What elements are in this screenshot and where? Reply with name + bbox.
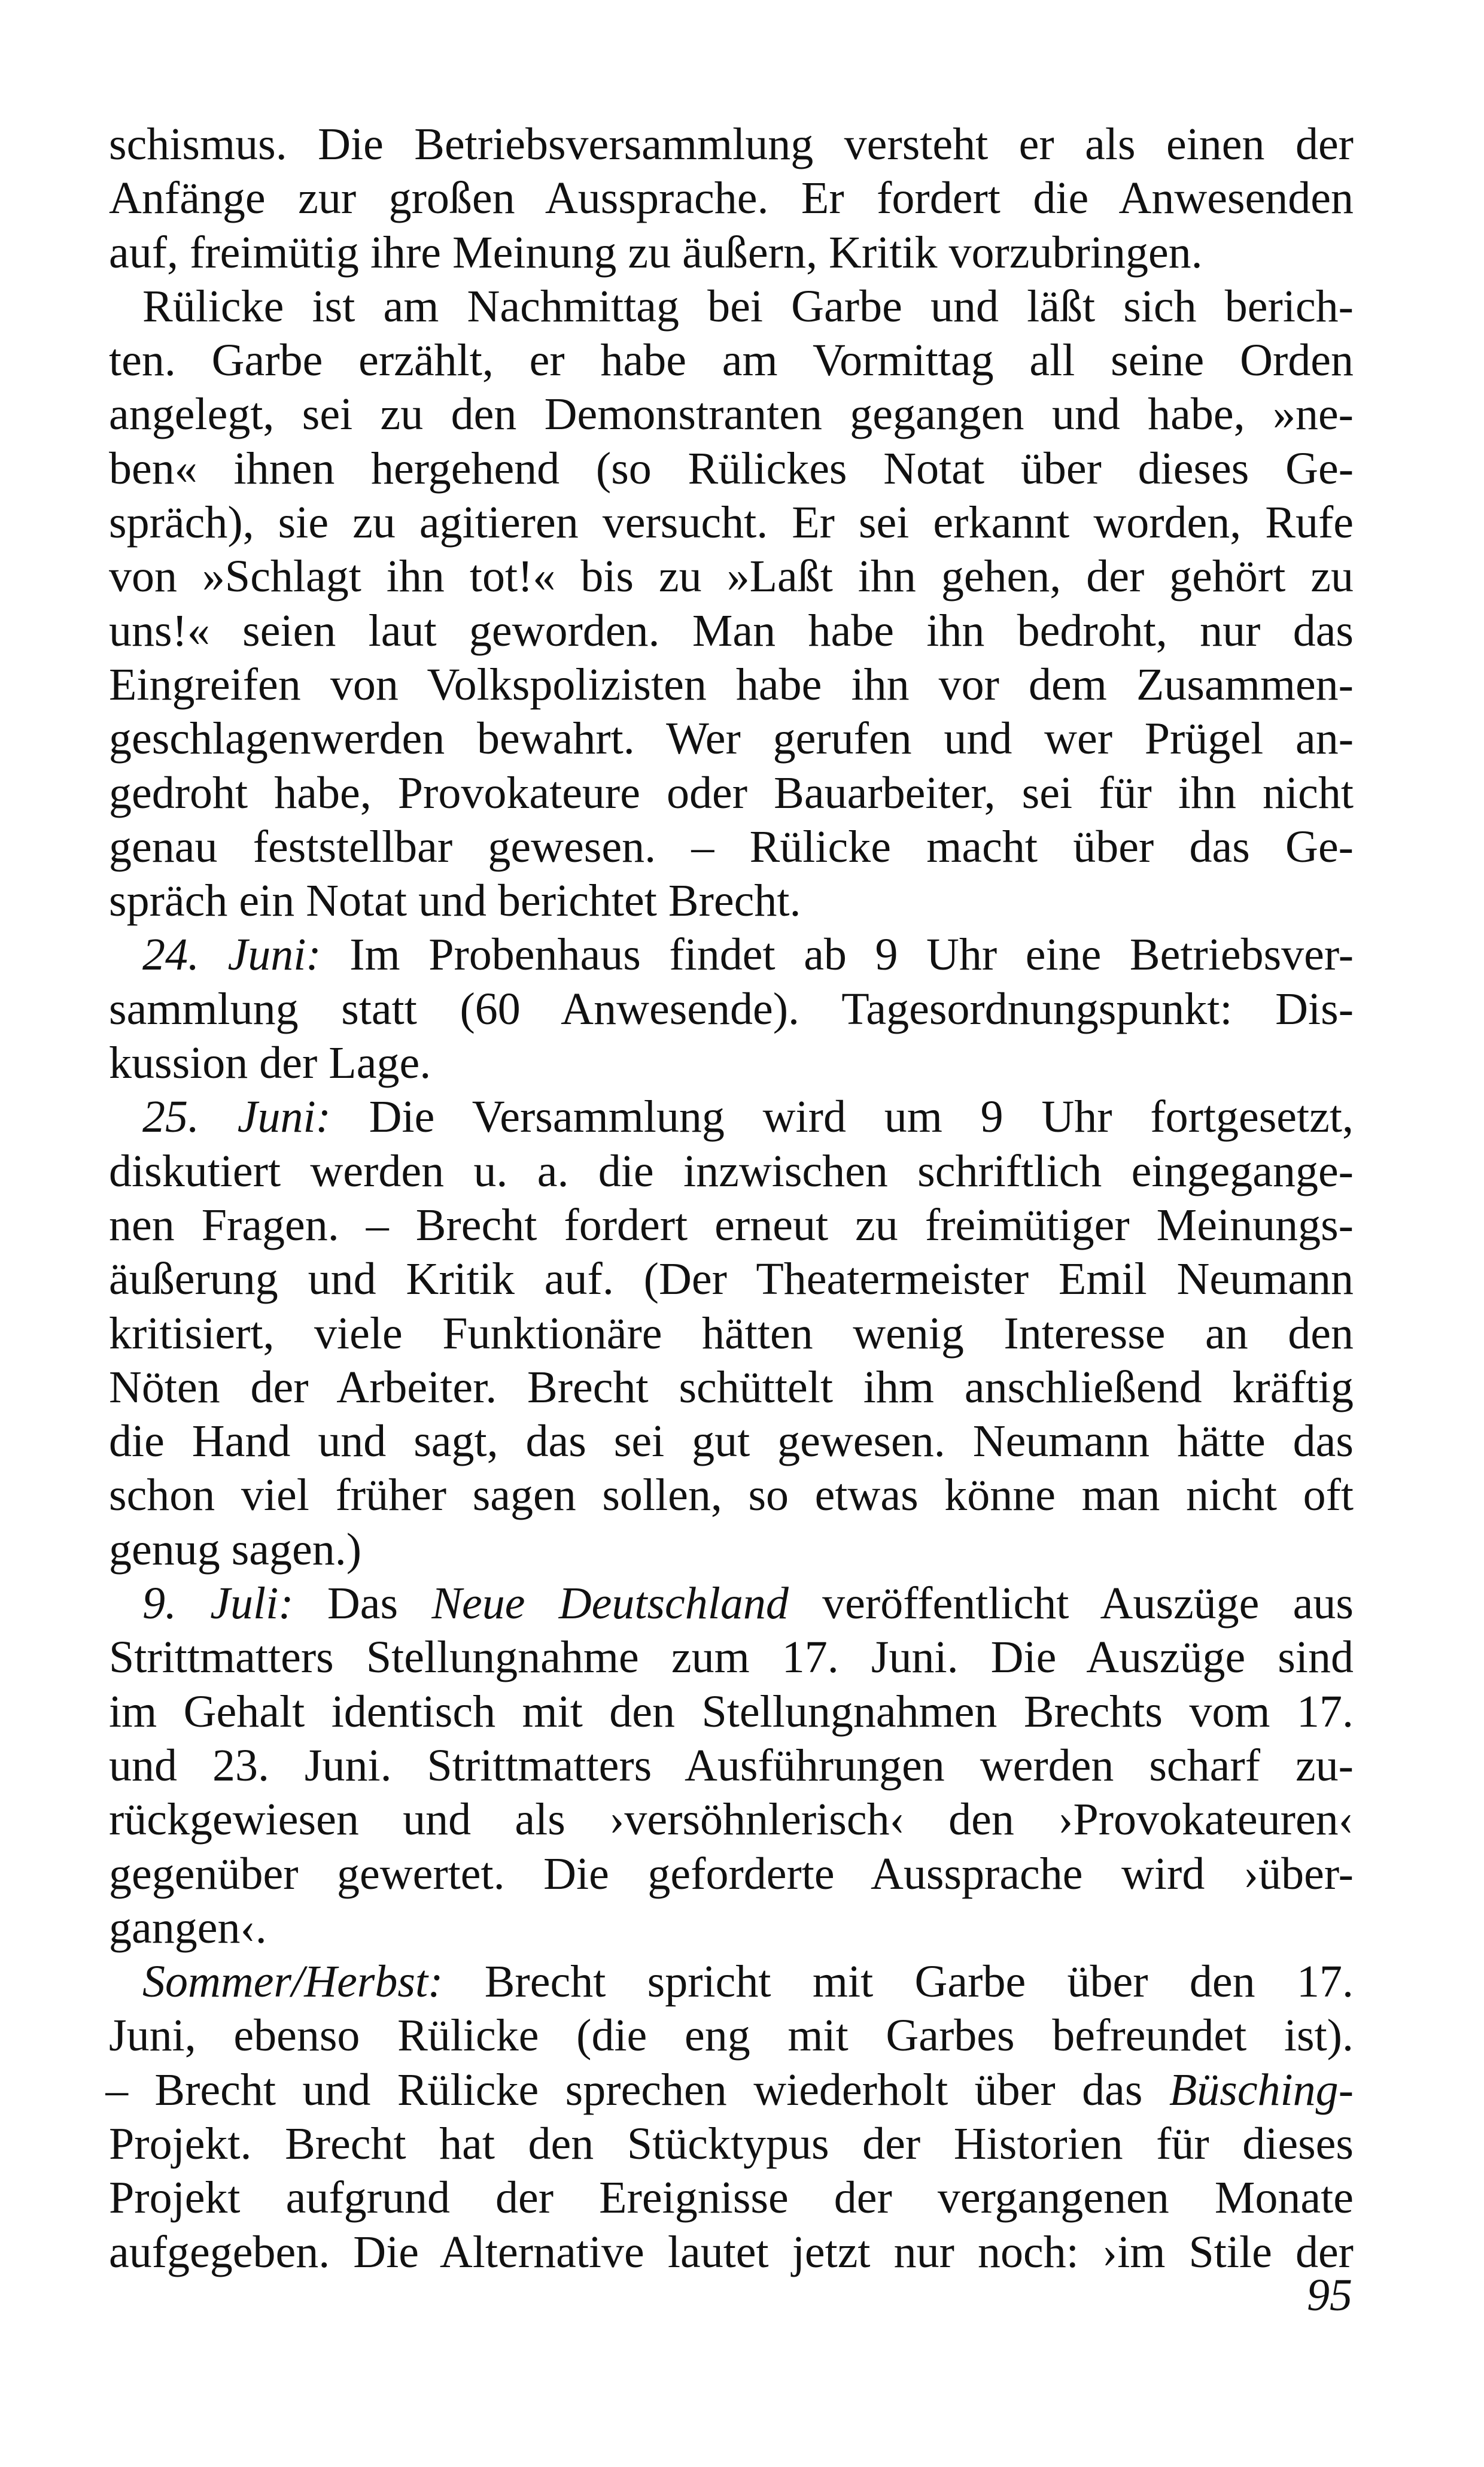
text-line bbox=[109, 226, 1354, 279]
text-line bbox=[109, 1523, 1354, 1576]
line-text: von »Schlagt ihn tot!« bis zu »Laßt ihn gehen, der gehört zu bbox=[109, 551, 1354, 602]
text-line bbox=[109, 712, 1354, 765]
text-line bbox=[109, 387, 1354, 441]
text-line bbox=[109, 1036, 1354, 1090]
text-line bbox=[109, 1468, 1354, 1522]
line-text-continued: veröffentlicht Auszüge aus bbox=[788, 1578, 1354, 1629]
text-line bbox=[109, 171, 1354, 225]
text-line bbox=[109, 1685, 1354, 1739]
date-label: 24. Juni: bbox=[142, 929, 321, 980]
line-text: im Gehalt identisch mit den Stellungnahmen Brechts vom 17. bbox=[109, 1686, 1354, 1737]
line-text: nen Fragen. – Brecht fordert erneut zu freimütiger Meinungs- bbox=[109, 1199, 1354, 1250]
text-line bbox=[109, 1576, 1354, 1630]
line-text: Im Probenhaus findet ab 9 Uhr eine Betriebsver- bbox=[321, 929, 1354, 980]
line-text: kritisiert, viele Funktionäre hätten wenig Interesse an den bbox=[109, 1308, 1354, 1359]
line-text: ten. Garbe erzählt, er habe am Vormittag all seine Orden bbox=[109, 335, 1354, 386]
line-text: diskutiert werden u. a. die inzwischen schriftlich eingegange- bbox=[109, 1146, 1354, 1196]
text-line bbox=[109, 604, 1354, 658]
line-text: gegenüber gewertet. Die geforderte Aussprache wird ›über- bbox=[109, 1848, 1354, 1899]
line-text: Brecht spricht mit Garbe über den 17. bbox=[443, 1956, 1354, 2007]
line-text-continued: - bbox=[1338, 2064, 1354, 2115]
text-line bbox=[109, 2117, 1354, 2171]
text-line bbox=[109, 549, 1354, 603]
line-text: kussion der Lage. bbox=[109, 1038, 431, 1089]
date-label: Sommer/Herbst: bbox=[142, 1956, 443, 2007]
text-line bbox=[109, 658, 1354, 712]
line-text: gangen‹. bbox=[109, 1902, 267, 1953]
line-text: auf, freimütig ihre Meinung zu äußern, Kritik vorzubringen. bbox=[109, 227, 1203, 278]
text-line bbox=[109, 1144, 1354, 1198]
line-text: – Brecht und Rülicke sprechen wiederholt über das bbox=[105, 2064, 1169, 2115]
text-line bbox=[109, 333, 1354, 387]
italic-title: Büsching bbox=[1169, 2064, 1339, 2115]
line-text: Eingreifen von Volkspolizisten habe ihn vor dem Zusammen- bbox=[109, 659, 1354, 710]
text-line bbox=[109, 1252, 1354, 1306]
line-text: gedroht habe, Provokateure oder Bauarbeiter, sei für ihn nicht bbox=[109, 767, 1354, 818]
text-line bbox=[109, 117, 1354, 171]
text-line bbox=[109, 442, 1354, 496]
line-text: uns!« seien laut geworden. Man habe ihn bedroht, nur das bbox=[109, 605, 1354, 656]
line-text: schon viel früher sagen sollen, so etwas könne man nicht oft bbox=[109, 1470, 1354, 1521]
text-line bbox=[109, 1090, 1354, 1144]
text-line bbox=[109, 874, 1354, 928]
date-label: 9. Juli: bbox=[142, 1578, 294, 1629]
line-text: äußerung und Kritik auf. (Der Theatermeister Emil Neumann bbox=[109, 1254, 1354, 1305]
text-line bbox=[109, 1630, 1354, 1684]
line-text: genug sagen.) bbox=[109, 1524, 362, 1575]
text-line bbox=[109, 2171, 1354, 2225]
line-text: Anfänge zur großen Aussprache. Er fordert die Anwesenden bbox=[109, 173, 1354, 224]
line-text: spräch), sie zu agitieren versucht. Er sei erkannt worden, Rufe bbox=[109, 497, 1354, 548]
text-line bbox=[109, 928, 1354, 982]
italic-title: Neue Deutschland bbox=[431, 1578, 789, 1629]
line-text: schismus. Die Betriebsversammlung versteht er als einen der bbox=[109, 119, 1354, 169]
text-line bbox=[109, 1198, 1354, 1252]
line-text: Die Versammlung wird um 9 Uhr fortgesetzt, bbox=[330, 1092, 1354, 1143]
line-text: Strittmatters Stellungnahme zum 17. Juni. Die Auszüge sind bbox=[109, 1632, 1354, 1683]
page-number: 95 bbox=[1307, 2270, 1352, 2320]
date-label: 25. Juni: bbox=[142, 1092, 331, 1143]
line-text: ben« ihnen hergehend (so Rülickes Notat über dieses Ge- bbox=[109, 443, 1354, 494]
text-line bbox=[109, 1955, 1354, 2009]
text-line bbox=[109, 1847, 1354, 1901]
text-line bbox=[109, 820, 1354, 874]
text-line bbox=[105, 2063, 1354, 2117]
line-text: die Hand und sagt, das sei gut gewesen. Neumann hätte das bbox=[109, 1416, 1354, 1467]
line-text: Projekt aufgrund der Ereignisse der vergangenen Monate bbox=[109, 2173, 1354, 2223]
text-line bbox=[109, 1901, 1354, 1955]
text-line bbox=[109, 2009, 1354, 2062]
text-line bbox=[109, 2225, 1354, 2279]
line-text: spräch ein Notat und berichtet Brecht. bbox=[109, 876, 801, 926]
body-text bbox=[105, 117, 1354, 2279]
text-line bbox=[109, 1792, 1354, 1846]
line-text: genau feststellbar gewesen. – Rülicke macht über das Ge- bbox=[109, 821, 1354, 872]
text-line bbox=[109, 279, 1354, 333]
line-text: angelegt, sei zu den Demonstranten gegangen und habe, »ne- bbox=[109, 389, 1354, 440]
line-text: Nöten der Arbeiter. Brecht schüttelt ihm anschließend kräftig bbox=[109, 1362, 1354, 1412]
line-text: Das bbox=[293, 1578, 432, 1629]
text-line bbox=[109, 496, 1354, 549]
text-line bbox=[109, 1307, 1354, 1360]
line-text: Rülicke ist am Nachmittag bei Garbe und läßt sich berich- bbox=[142, 281, 1354, 332]
line-text: rückgewiesen und als ›versöhnlerisch‹ den ›Provokateuren‹ bbox=[109, 1794, 1354, 1845]
text-line bbox=[109, 1414, 1354, 1468]
line-text: Projekt. Brecht hat den Stücktypus der Historien für dieses bbox=[109, 2118, 1354, 2169]
text-line bbox=[109, 766, 1354, 820]
line-text: sammlung statt (60 Anwesende). Tagesordnungspunkt: Dis- bbox=[109, 983, 1354, 1034]
text-line bbox=[109, 982, 1354, 1036]
line-text: und 23. Juni. Strittmatters Ausführungen werden scharf zu- bbox=[109, 1740, 1354, 1791]
line-text: Juni, ebenso Rülicke (die eng mit Garbes befreundet ist). bbox=[109, 2010, 1354, 2061]
line-text: aufgegeben. Die Alternative lautet jetzt nur noch: ›im Stile der bbox=[109, 2226, 1354, 2277]
line-text: geschlagenwerden bewahrt. Wer gerufen und wer Prügel an- bbox=[109, 713, 1354, 764]
text-line bbox=[109, 1739, 1354, 1792]
text-line bbox=[109, 1360, 1354, 1414]
